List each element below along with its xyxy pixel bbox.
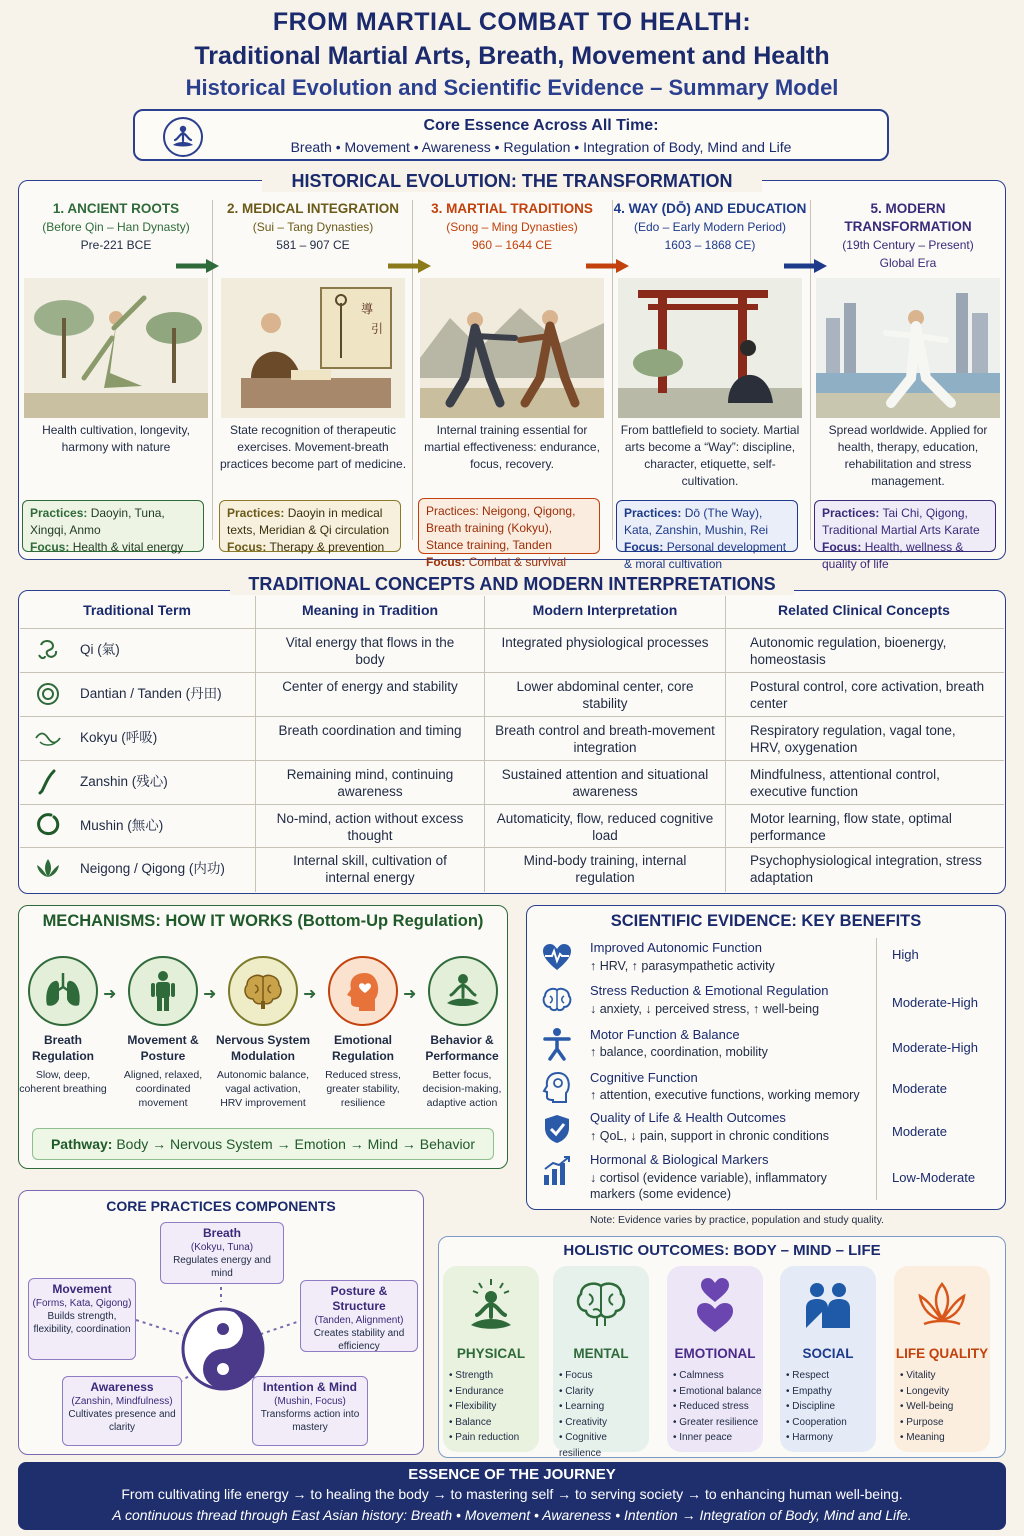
table-row-divider [20,760,1004,761]
brain-icon [573,1274,629,1336]
arrow-right-icon: ➜ [103,986,117,1003]
concepts-table-title: TRADITIONAL CONCEPTS AND MODERN INTERPRETATIONS [230,574,794,595]
brain-icon [228,956,298,1026]
evidence-title: Improved Autonomic Function [590,940,762,955]
evidence-level: Moderate-High [892,995,978,1010]
list-item: • Cooperation [786,1415,878,1431]
focus-label: Focus: [426,555,466,569]
outcome-card-life-quality [894,1266,990,1452]
evidence-desc: ↓ anxiety, ↓ perceived stress, ↑ well-being [590,1002,820,1016]
outcome-list [673,1368,765,1446]
era-dates: Pre-221 BCE [80,238,152,252]
shield-check-icon [540,1112,574,1146]
lotus-icon [914,1274,970,1336]
evidence-title: Cognitive Function [590,1070,698,1085]
era-practices-box [219,500,401,552]
list-item: • Meaning [900,1430,992,1446]
era-period: (19th Century – Present) [842,238,974,252]
evidence-level: Low-Moderate [892,1170,976,1185]
brush-stroke-icon [34,768,62,796]
mechanism-step-label: Breath Regulation [32,1033,94,1063]
era-description: From battlefield to society. Martial arts become a “Way”: discipline, character, etiquette, self-cultivation. [620,423,800,488]
evidence-title: Hormonal & Biological Markers [590,1152,769,1167]
evidence-desc: ↑ attention, executive functions, working memory [590,1088,860,1102]
era-card-medical-integration [215,200,411,555]
list-item: • Discipline [786,1399,878,1415]
evidence-desc: ↓ cortisol (evidence variable), inflammatory markers (some evidence) [590,1171,827,1201]
modern-transformation-illustration [816,278,1000,418]
era-heading: 2. MEDICAL INTEGRATION [226,201,399,216]
person-icon [540,1027,574,1061]
era-description: State recognition of therapeutic exercises. Movement-breath practices become part of medicine. [219,423,407,471]
era-period: (Before Qin – Han Dynasty) [42,220,190,234]
term-meaning: No-mind, action without excess thought [276,811,464,843]
era-description: Health cultivation, longevity, harmony with nature [42,423,190,454]
list-item: • Flexibility [449,1399,541,1415]
evidence-level: High [892,947,919,962]
lungs-icon [28,956,98,1026]
table-header-meaning: Meaning in Tradition [301,602,439,618]
head-brain-icon [540,1070,574,1104]
arrow-right-icon: ➜ [403,986,417,1003]
list-item: • Vitality [900,1368,992,1384]
arrow-right-icon [586,258,630,274]
practice-desc: Cultivates presence and clarity [68,1409,176,1433]
arrow-right-icon: ➜ [203,986,217,1003]
practices-label: Practices: [227,506,285,520]
term-modern: Lower abdominal center, core stability [516,679,694,711]
list-item: • Longevity [900,1384,992,1400]
practice-heading: Posture & Structure [330,1284,388,1313]
term-meaning: Center of energy and stability [282,679,458,694]
holistic-outcomes-title: HOLISTIC OUTCOMES: BODY – MIND – LIFE [563,1242,881,1259]
era-card-way-education [612,200,808,571]
list-item: • Endurance [449,1384,541,1400]
era-dates: 960 – 1644 CE [471,238,553,252]
era-period: (Edo – Early Modern Period) [633,220,787,234]
focus-text: Health, wellness & quality of life [822,540,964,571]
term-modern: Breath control and breath-movement integration [495,723,715,755]
term-name: Zanshin (残心) [80,774,168,789]
mechanism-step-desc: Aligned, relaxed, coordinated movement [123,1069,203,1109]
mechanisms-title: MECHANISMS: HOW IT WORKS (Bottom-Up Regulation) [42,912,484,930]
list-item: • Reduced stress [673,1399,765,1415]
era-dates: 1603 – 1868 CE) [664,238,756,252]
page-tagline: Historical Evolution and Scientific Evidence – Summary Model [185,75,839,100]
list-item: • Emotional balance [673,1384,765,1400]
people-icon [800,1274,856,1336]
term-modern: Sustained attention and situational awareness [501,767,709,799]
focus-text: Therapy & prevention [269,540,385,554]
term-clinical: Mindfulness, attentional control, executive function [750,767,940,799]
focus-label: Focus: [624,540,664,554]
lotus-icon [34,855,62,883]
list-item: • Learning [559,1399,651,1415]
era-heading: 1. ANCIENT ROOTS [52,201,180,216]
outcome-name: EMOTIONAL [674,1346,756,1361]
enso-circle-icon [34,811,62,839]
breath-wave-icon [34,724,62,752]
scientific-evidence-title: SCIENTIFIC EVIDENCE: KEY BENEFITS [610,912,922,930]
arrow-right-icon [784,258,828,274]
bar-chart-icon [540,1154,574,1188]
table-row-divider [20,716,1004,717]
outcome-list [786,1368,878,1446]
practice-paren: (Tanden, Alignment) [314,1315,404,1326]
term-name: Neigong / Qigong (内功) [80,861,225,876]
arrow-right-icon: ➜ [303,986,317,1003]
era-card-martial-traditions [414,200,610,569]
practice-heading: Awareness [90,1380,154,1394]
footer-line-thread: A continuous thread through East Asian history: Breath • Movement • Awareness • Intention → Integration of Body, Mind and Life. [112,1507,912,1523]
list-item: • Pain reduction [449,1430,541,1446]
svg-text:導: 導 [361,302,374,316]
era-heading: 3. MARTIAL TRADITIONS [431,201,593,216]
list-item: • Respect [786,1368,878,1384]
practice-breath [160,1222,284,1284]
term-clinical: Motor learning, flow state, optimal performance [750,811,952,843]
focus-label: Focus: [822,540,862,554]
evidence-desc: ↑ QoL, ↓ pain, support in chronic conditions [590,1129,830,1143]
list-item: • Cognitive resilience [559,1430,651,1461]
arrow-right-icon [176,258,220,274]
dantian-circle-icon [34,680,62,708]
term-name: Dantian / Tanden (丹田) [80,686,222,701]
table-header-term: Traditional Term [83,602,191,618]
practices-label: Practices: [426,504,479,518]
practices-text: Daoyin in medical texts, Meridian & Qi circulation [227,506,390,537]
table-row-divider [20,847,1004,848]
practices-label: Practices: [30,506,88,520]
outcome-card-social [780,1266,876,1452]
mechanism-step-desc: Autonomic balance, vagal activation, HRV improvement [216,1069,310,1109]
outcome-name: SOCIAL [802,1346,854,1361]
list-item: • Harmony [786,1430,878,1446]
practices-text: Daoyin, Tuna, Xingqi, Anmo [30,506,165,537]
era-period: (Sui – Tang Dynasties) [252,220,374,234]
evidence-title: Quality of Life & Health Outcomes [590,1110,786,1125]
practice-desc: Creates stability and efficiency [313,1328,405,1352]
term-clinical: Respiratory regulation, vagal tone, HRV, oxygenation [750,723,956,755]
evidence-title: Stress Reduction & Emotional Regulation [590,983,829,998]
practice-paren: (Kokyu, Tuna) [190,1242,254,1253]
era-practices-box [814,500,996,571]
list-item: • Greater resilience [673,1415,765,1431]
list-item: • Calmness [673,1368,765,1384]
evidence-desc: ↑ HRV, ↑ parasympathetic activity [590,959,775,973]
era-practices-box [418,498,600,569]
term-clinical: Postural control, core activation, breath center [750,679,985,711]
mechanism-step-desc: Better focus, decision-making, adaptive action [422,1069,502,1109]
martial-traditions-illustration [420,278,604,418]
era-divider [412,200,413,540]
term-modern: Mind-body training, internal regulation [523,853,687,885]
table-row-divider [20,628,1004,629]
list-item: • Creativity [559,1415,651,1431]
table-header-clinical: Related Clinical Concepts [778,602,950,618]
heartbeat-icon [540,940,574,974]
term-meaning: Breath coordination and timing [278,723,462,738]
term-modern: Integrated physiological processes [501,635,709,650]
focus-label: Focus: [227,540,267,554]
core-practices-title: CORE PRACTICES COMPONENTS [106,1198,336,1214]
practice-heading: Movement [52,1282,112,1296]
outcome-list [559,1368,651,1461]
focus-label: Focus: [30,540,70,554]
pathway-box [32,1128,494,1160]
practices-label: Practices: [822,506,880,520]
svg-text:引: 引 [371,322,384,336]
era-description: Spread worldwide. Applied for health, therapy, education, rehabilitation and stress management. [828,423,988,488]
focus-text: Personal development & moral cultivation [624,540,787,571]
term-meaning: Internal skill, cultivation of internal energy [293,853,447,885]
page-subtitle: Traditional Martial Arts, Breath, Movement and Health [194,42,830,70]
table-row-divider [20,672,1004,673]
focus-text: Health & vital energy [72,540,184,554]
evidence-note: Note: Evidence varies by practice, population and study quality. [590,1214,884,1226]
era-dates: Global Era [879,256,937,270]
practice-movement [28,1278,136,1360]
practices-label: Practices: [624,506,682,520]
era-description: Internal training essential for martial effectiveness: endurance, focus, recovery. [424,423,600,471]
mechanism-step-desc: Reduced stress, greater stability, resilience [325,1069,401,1109]
practice-desc: Builds strength, flexibility, coordination [33,1311,131,1335]
evidence-desc: ↑ balance, coordination, mobility [590,1045,768,1059]
era-practices-box [616,500,798,571]
focus-text: Combat & survival [468,555,567,569]
term-modern: Automaticity, flow, reduced cognitive load [496,811,714,843]
practice-paren: (Zanshin, Mindfulness) [71,1396,173,1407]
qi-swirl-icon [34,636,62,664]
practice-posture-structure [300,1280,418,1352]
list-item: • Clarity [559,1384,651,1400]
evidence-divider [876,938,877,1200]
ancient-roots-illustration [24,278,208,418]
mechanism-step-label: Nervous System Modulation [215,1033,311,1063]
brain-icon [540,983,574,1017]
mechanism-step-label: Movement & Posture [127,1033,199,1063]
term-name: Mushin (無心) [80,818,164,833]
practices-text: Tai Chi, Qigong, Traditional Martial Arts Karate [822,506,980,537]
list-item: • Strength [449,1368,541,1384]
head-heart-icon [328,956,398,1026]
era-dates: 581 – 907 CE [276,238,350,252]
era-card-modern-transformation [810,200,1006,571]
practice-desc: Regulates energy and mind [173,1255,271,1279]
footer-title: ESSENCE OF THE JOURNEY [408,1466,616,1483]
practice-heading: Intention & Mind [263,1380,357,1394]
list-item: • Balance [449,1415,541,1431]
outcome-card-mental [553,1266,649,1459]
core-essence-box [133,109,889,161]
outcome-name: MENTAL [573,1346,629,1361]
evidence-level: Moderate [892,1124,947,1139]
person-icon [128,956,198,1026]
practices-text: Neigong, Qigong, Breath training (Kokyu), Stance training, Tanden [426,504,576,552]
evidence-level: Moderate [892,1081,947,1096]
outcome-card-physical [443,1266,539,1452]
way-education-illustration [618,278,802,418]
outcome-list [900,1368,992,1446]
essence-footer [18,1462,1006,1530]
term-meaning: Remaining mind, continuing awareness [286,767,454,799]
era-card-ancient-roots [18,200,214,555]
outcome-name: PHYSICAL [456,1346,526,1361]
era-practices-box [22,500,204,552]
term-meaning: Vital energy that flows in the body [285,635,455,667]
footer-line-journey: From cultivating life energy → to healing the body → to mastering self → to serving society → to enhancing human well-being. [121,1486,903,1502]
era-heading: 5. MODERN TRANSFORMATION [844,201,972,234]
hearts-icon [687,1274,743,1336]
table-row-divider [20,804,1004,805]
outcome-name: LIFE QUALITY [895,1346,989,1361]
pathway-text: Body → Nervous System → Emotion → Mind → Behavior [116,1136,476,1152]
mechanism-step-label: Emotional Regulation [332,1033,394,1063]
core-essence-title: Core Essence Across All Time: [423,117,659,134]
meditation-icon [463,1274,519,1336]
practices-text: Dō (The Way), Kata, Zanshin, Mushin, Rei [624,506,769,537]
pathway-label: Pathway: [50,1136,113,1152]
outcome-list [449,1368,541,1446]
practice-desc: Transforms action into mastery [260,1409,360,1433]
meditation-icon [163,117,203,157]
evidence-level: Moderate-High [892,1040,978,1055]
arrow-right-icon [388,258,432,274]
list-item: • Focus [559,1368,651,1384]
practice-heading: Breath [202,1226,241,1240]
term-clinical: Psychophysiological integration, stress adaptation [750,853,982,885]
historical-evolution-title: HISTORICAL EVOLUTION: THE TRANSFORMATION [262,171,762,192]
practice-paren: (Forms, Kata, Qigong) [32,1298,132,1309]
practice-intention-mind [252,1376,368,1446]
list-item: • Well-being [900,1399,992,1415]
era-heading: 4. WAY (DŌ) AND EDUCATION [613,201,807,216]
term-name: Qi (氣) [80,642,120,657]
table-header-modern: Modern Interpretation [532,602,678,618]
evidence-title: Motor Function & Balance [590,1027,740,1042]
meditation-icon [428,956,498,1026]
outcome-card-emotional [667,1266,763,1452]
list-item: • Inner peace [673,1430,765,1446]
era-period: (Song – Ming Dynasties) [446,220,578,234]
list-item: • Empathy [786,1384,878,1400]
list-item: • Purpose [900,1415,992,1431]
core-essence-list: Breath • Movement • Awareness • Regulation • Integration of Body, Mind and Life [290,139,792,155]
practice-awareness [62,1376,182,1446]
mechanism-step-label: Behavior & Performance [425,1033,499,1063]
mechanism-step-desc: Slow, deep, coherent breathing [19,1069,107,1095]
practice-paren: (Mushin, Focus) [274,1396,346,1407]
page-title: FROM MARTIAL COMBAT TO HEALTH: [272,8,752,36]
medical-integration-illustration [221,278,405,418]
term-name: Kokyu (呼吸) [80,730,158,745]
term-clinical: Autonomic regulation, bioenergy, homeostasis [750,635,947,667]
